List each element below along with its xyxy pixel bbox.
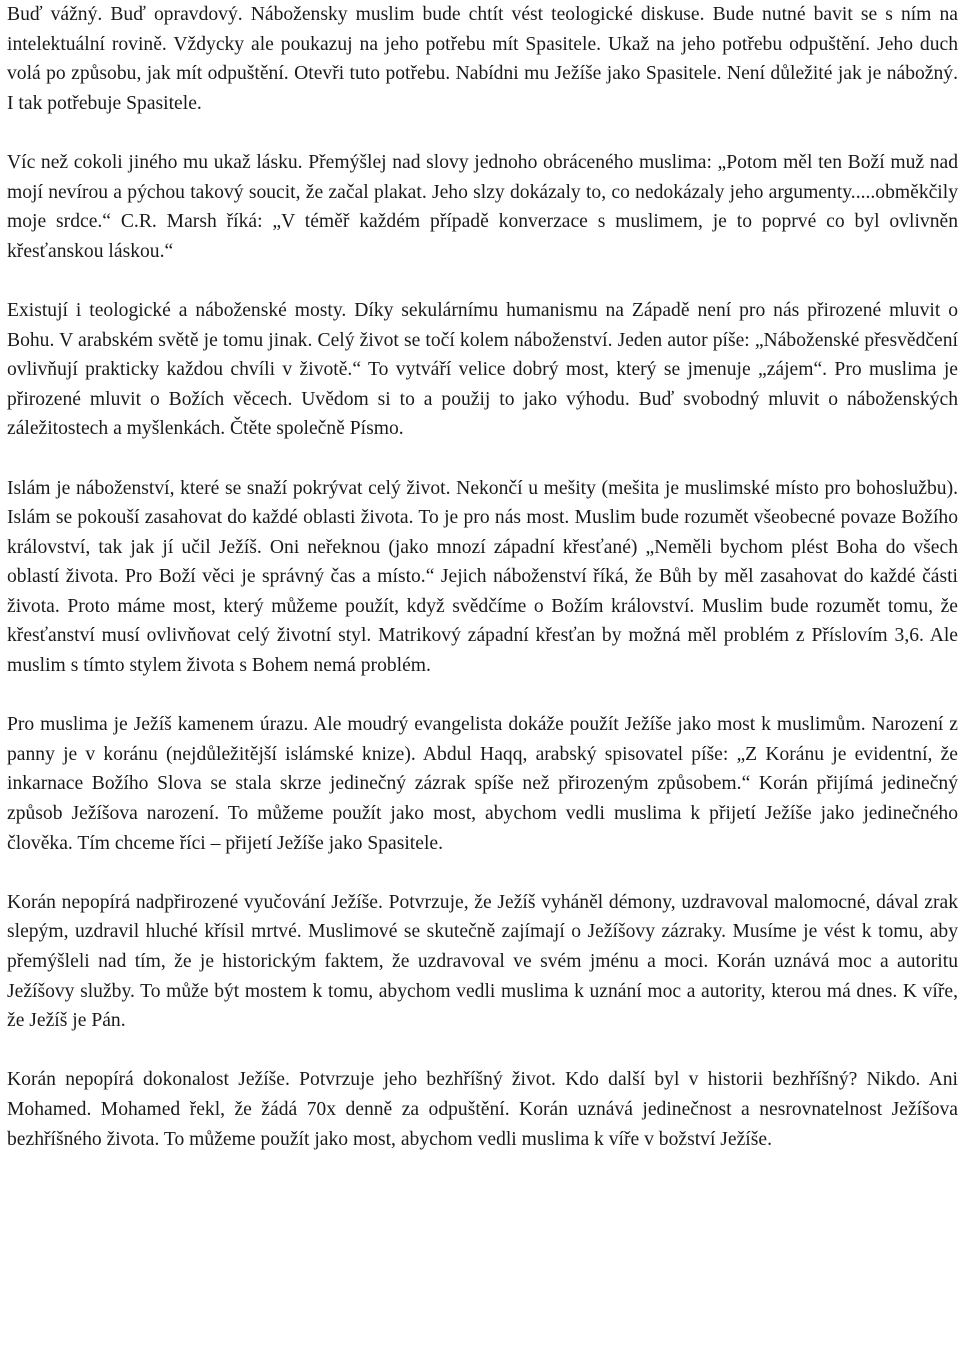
paragraph-1: Buď vážný. Buď opravdový. Nábožensky muslim bude chtít vést teologické diskuse. Bude nutné bavit se s ním na intelektuální rovině. Vždycky ale poukazuj na jeho potřebu mít Spasitele. Ukaž na jeho potřebu odpuštění. Jeho duch volá po způsobu, jak mít odpuštění. Otevři tuto potřebu. Nabídni mu Ježíše jako Spasitele. Není důležité jak je nábožný. I tak potřebuje Spasitele. <box>7 4 958 114</box>
document-page <box>7 0 958 1154</box>
paragraph-7: Korán nepopírá dokonalost Ježíše. Potvrzuje jeho bezhříšný život. Kdo další byl v historii bezhříšný? Nikdo. Ani Mohamed. Mohamed řekl, že žádá 70x denně za odpuštění. Korán uznává jedinečnost a nesrovnatelnost Ježíšova bezhříšného života. To můžeme použít jako most, abychom vedli muslima k víře v božství Ježíše. <box>7 1069 958 1150</box>
paragraph-3: Existují i teologické a náboženské mosty. Díky sekulárnímu humanismu na Západě není pro nás přirozené mluvit o Bohu. V arabském světě je tomu jinak. Celý život se točí kolem náboženství. Jeden autor píše: „Náboženské přesvědčení ovlivňují prakticky každou chvíli v životě.“ To vytváří velice dobrý most, který se jmenuje „zájem“. Pro muslima je přirozené mluvit o Božích věcech. Uvědom si to a použij to jako výhodu. Buď svobodný mluvit o náboženských záležitostech a myšlenkách. Čtěte společně Písmo. <box>7 299 958 440</box>
paragraph-2: Víc než cokoli jiného mu ukaž lásku. Přemýšlej nad slovy jednoho obráceného muslima: „Potom měl ten Boží muž nad mojí nevírou a pýchou takový soucit, že začal plakat. Jeho slzy dokázaly to, co nedokázaly jeho argumenty.....obměkčily moje srdce.“ C.R. Marsh říká: „V téměř každém případě konverzace s muslimem, je to poprvé co byl ovlivněn křesťanskou láskou.“ <box>7 151 958 262</box>
paragraph-6: Korán nepopírá nadpřirozené vyučování Ježíše. Potvrzuje, že Ježíš vyháněl démony, uzdravoval malomocné, dával zrak slepým, uzdravil hluché křísil mrtvé. Muslimové se skutečně zajímají o Ježíšovy zázraky. Musíme je vést k tomu, aby přemýšleli nad tím, že je historickým faktem, že uzdravoval ve svém jménu a moci. Korán uznává moc a autoritu Ježíšovy služby. To může být mostem k tomu, abychom vedli muslima k uznání moc a autority, kterou má dnes. K víře, že Ježíš je Pán. <box>7 891 958 1032</box>
paragraph-4: Islám je náboženství, které se snaží pokrývat celý život. Nekončí u mešity (mešita je muslimské místo pro bohoslužbu). Islám se pokouší zasahovat do každé oblasti života. To je pro nás most. Muslim bude rozumět všeobecné povaze Božího království, tak jak jí učil Ježíš. Oni neřeknou (jako mnozí západní křesťané) „Neměli bychom plést Boha do všech oblastí života. Pro Boží věci je správný čas a místo.“ Jejich náboženství říká, že Bůh by měl zasahovat do každé části života. Proto máme most, který můžeme použít, když svědčíme o Božím království. Muslim bude rozumět tomu, že křesťanství musí ovlivňovat celý životní styl. Matrikový západní křesťan by možná měl problém z Příslovím 3,6. Ale muslim s tímto stylem života s Bohem nemá problém. <box>7 477 958 677</box>
paragraph-5: Pro muslima je Ježíš kamenem úrazu. Ale moudrý evangelista dokáže použít Ježíše jako most k muslimům. Narození z panny je v koránu (nejdůležitější islámské knize). Abdul Haqq, arabský spisovatel píše: „Z Koránu je evidentní, že inkarnace Božího Slova se stala skrze jedinečný zázrak spíše než přirozeným způsobem.“ Korán přijímá jedinečný způsob Ježíšova narození. To můžeme použít jako most, abychom vedli muslima k přijetí Ježíše jako jedinečného člověka. Tím chceme říci – přijetí Ježíše jako Spasitele. <box>7 714 958 854</box>
